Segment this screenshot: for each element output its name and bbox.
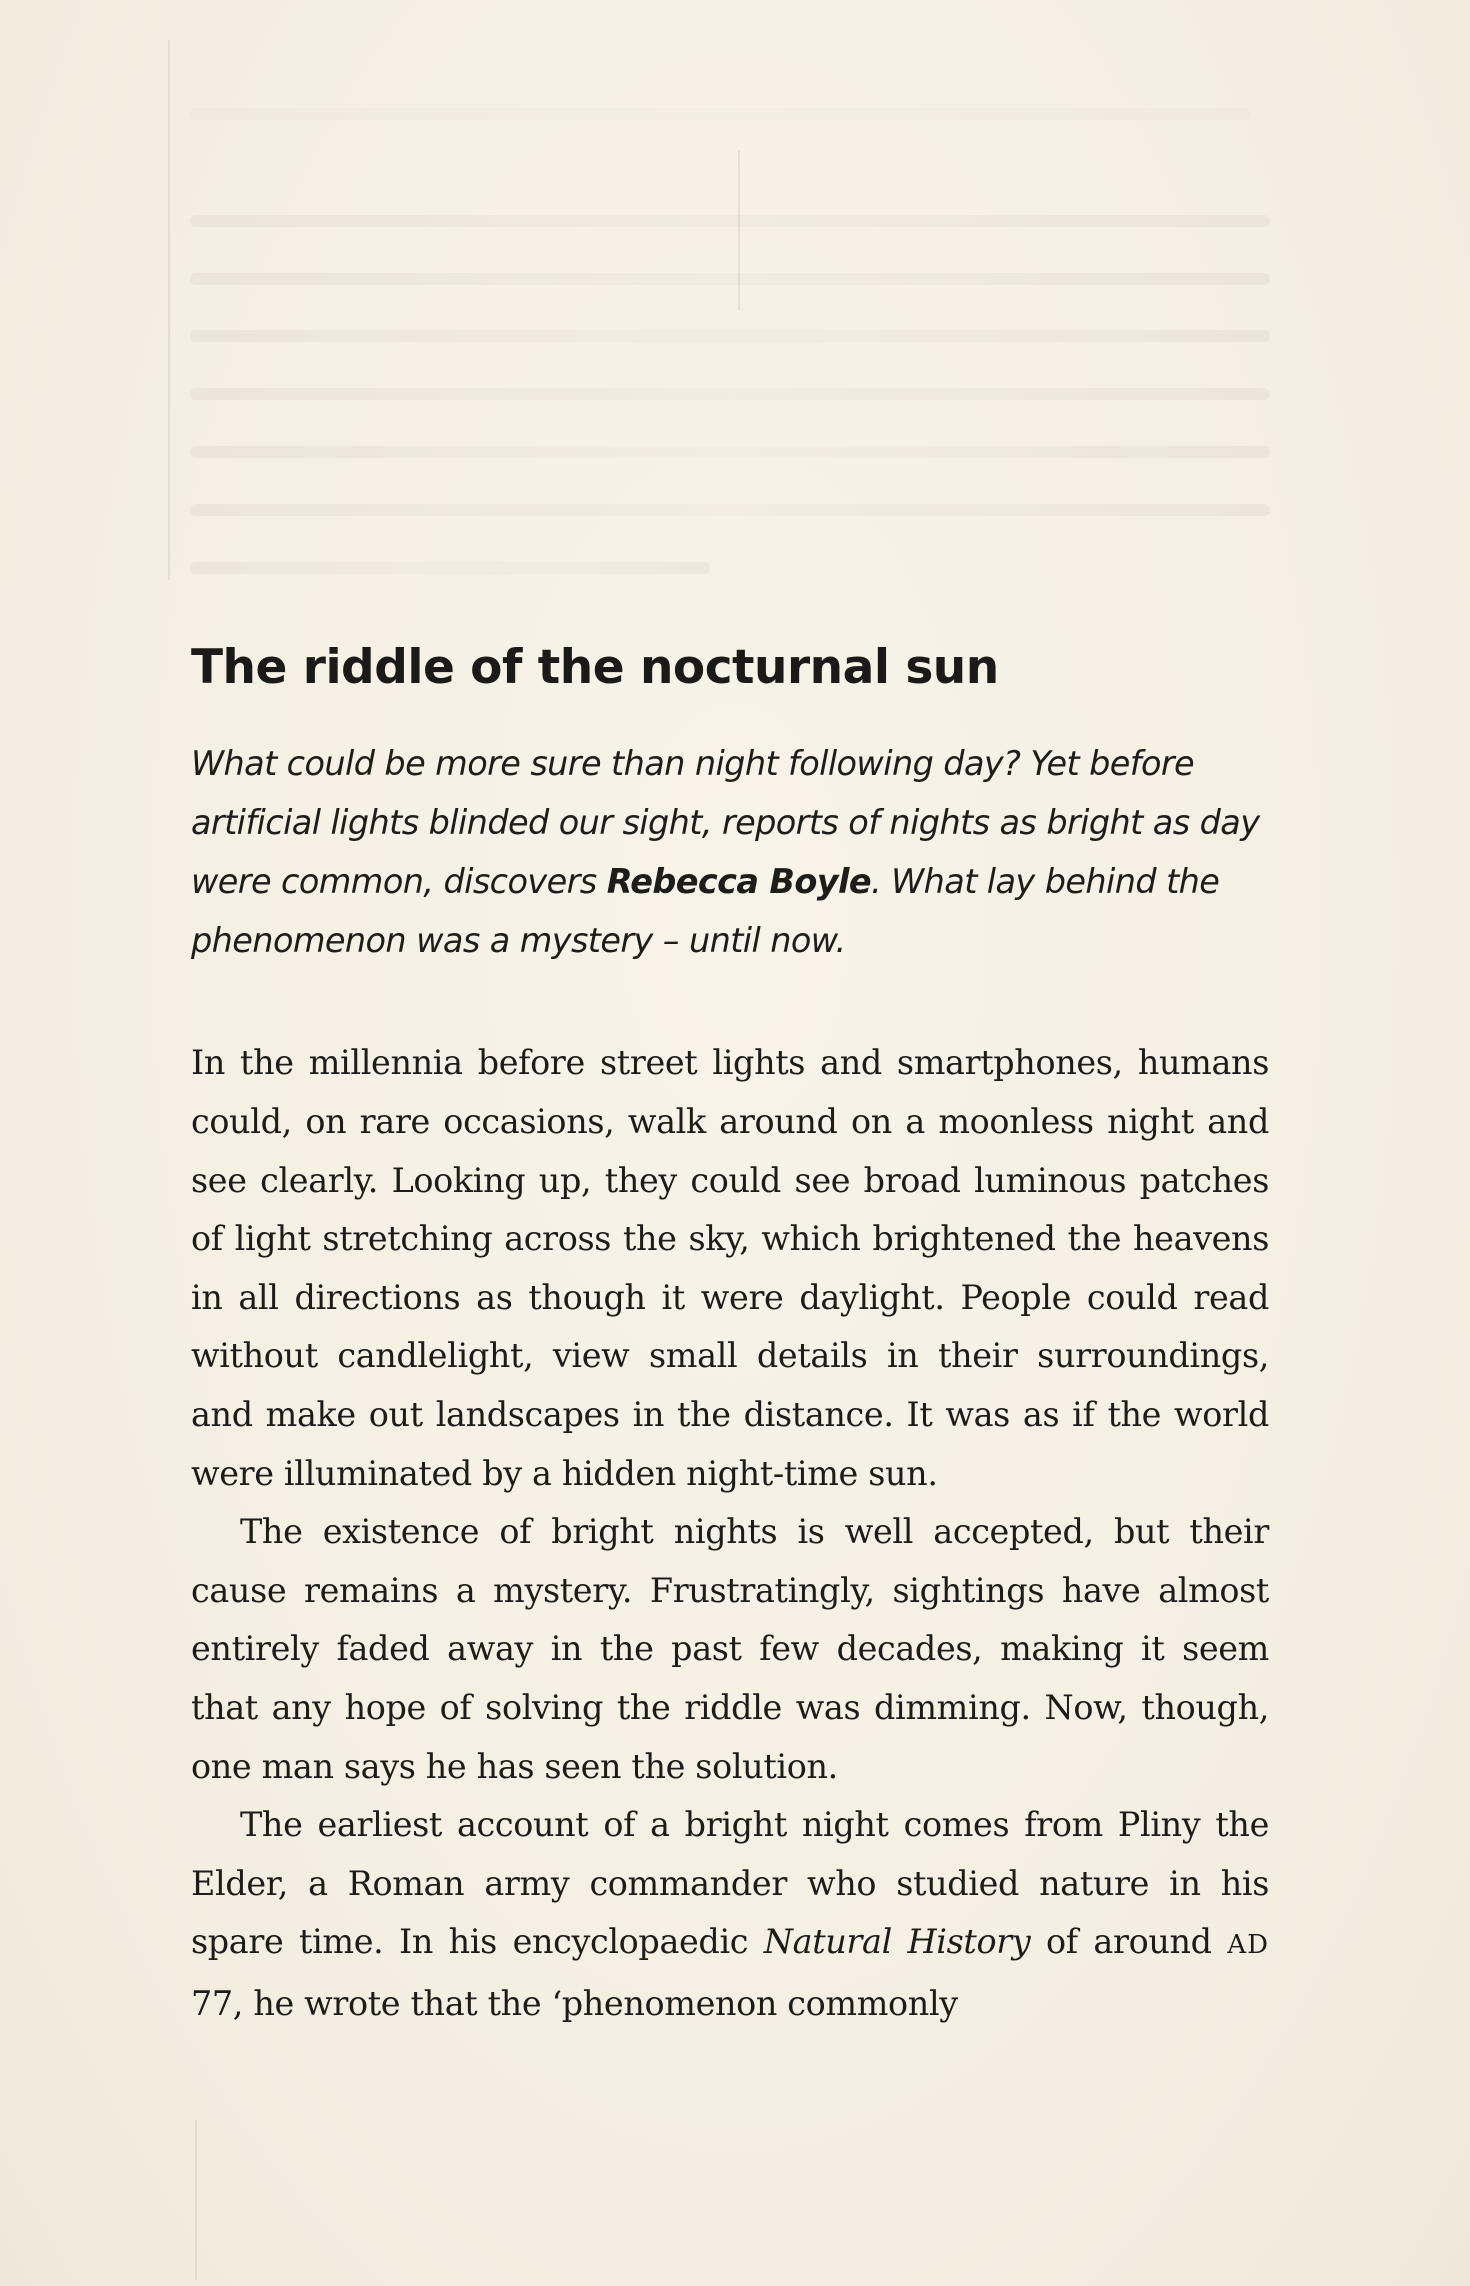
body-paragraph-2: The existence of bright nights is well accepted, but their cause remains a mystery. Frustratingly, sightings have almost entirely faded away in the past few decades, making it seem that any hope of solving the riddle was dimming. Now, though, one man says he has seen the solution. (191, 1512, 1269, 1786)
page-edge-mark (195, 2120, 197, 2280)
paragraph-3-text-mid: of around (1030, 1922, 1228, 1962)
body-paragraph-3 (191, 1796, 1269, 2033)
era-abbreviation: AD (1227, 1930, 1269, 1961)
show-through-line (190, 108, 1250, 120)
show-through-line (190, 388, 1270, 400)
paragraph-3-text-end: 77, he wrote that the ‘phenomenon commonly (191, 1983, 958, 2023)
article-title: The riddle of the nocturnal sun (191, 640, 999, 695)
article-body (191, 1034, 1269, 2033)
page-edge-mark (168, 40, 170, 580)
show-through-line (190, 330, 1270, 342)
paragraph-3-text: The earliest account of a bright night comes from Pliny the Elder, a Roman army commander who studied nature in his spare time. In his encyclopaedic (191, 1805, 1269, 1962)
author-name: Rebecca Boyle (606, 862, 872, 902)
show-through-line (190, 504, 1270, 516)
article (191, 640, 1269, 2033)
standfirst-text: What could be more sure than night following day? Yet before artificial lights blinded our sight, reports of nights as bright as day were common, discovers (191, 744, 1260, 902)
page-edge-mark (738, 150, 740, 310)
show-through-line (190, 273, 1270, 285)
body-paragraph-1: In the millennia before street lights and smartphones, humans could, on rare occasions, walk around on a moonless night and see clearly. Looking up, they could see broad luminous patches of light stretching across the sky, which brightened the heavens in all directions as though it were daylight. People could read without candlelight, view small details in their surroundings, and make out landscapes in the distance. It was as if the world were illuminated by a hidden night-time sun. (191, 1043, 1269, 1493)
show-through-line (190, 562, 710, 574)
book-title-natural-history: Natural History (763, 1922, 1031, 1962)
article-standfirst (191, 734, 1269, 970)
show-through-line (190, 215, 1270, 227)
standfirst-text-end: . What lay behind the phenomenon was a mystery – until now. (191, 862, 1220, 961)
show-through-line (190, 446, 1270, 458)
